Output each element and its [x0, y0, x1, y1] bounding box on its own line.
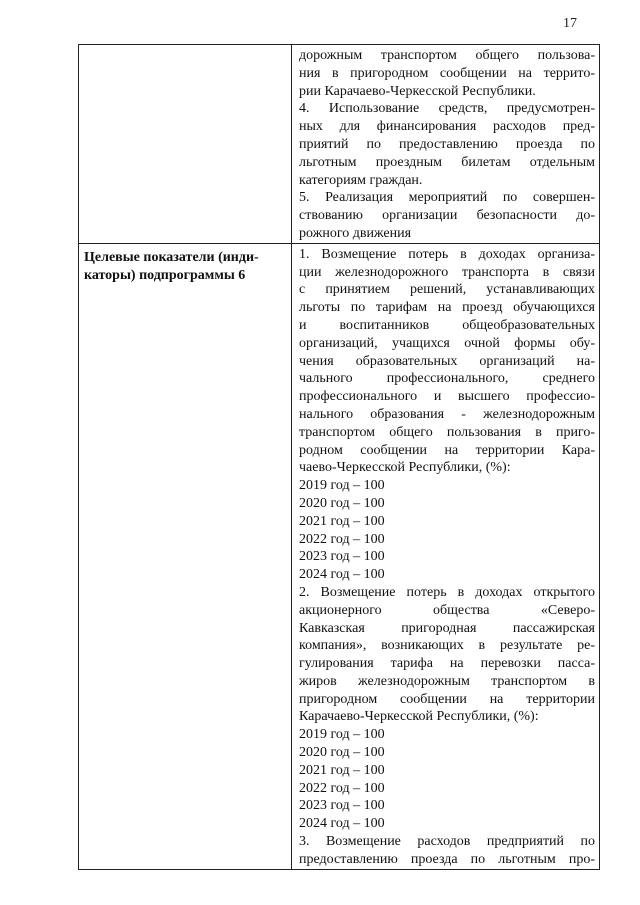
- text-line: жиров железнодорожным транспортом в: [299, 673, 595, 689]
- text-line: рии Карачаево-Черкесской Республики.: [299, 83, 536, 99]
- text-line: 5. Реализация мероприятий по совершен-: [299, 190, 595, 206]
- text-line: ствованию организации безопасности до-: [299, 208, 595, 224]
- text-line: 4. Использование средств, предусмотрен-: [299, 101, 595, 117]
- text-line: компания», возникающих в результате ре-: [299, 638, 595, 654]
- text-line: ции железнодорожного транспорта в связи: [299, 264, 595, 280]
- row-content-cell: [292, 45, 600, 244]
- row-content-text: [292, 244, 599, 869]
- table-row: [79, 45, 600, 244]
- table-row: [79, 243, 600, 869]
- row-label: [79, 244, 291, 285]
- text-line: льготы по тарифам на проезд обучающихся: [299, 300, 595, 316]
- row-content-cell: [292, 243, 600, 869]
- text-line: Карачаево-Черкесской Республики, (%):: [299, 709, 539, 725]
- text-line: нального образования - железнодорожным: [299, 406, 595, 422]
- text-line: 2021 год – 100: [299, 762, 385, 778]
- text-line: гулирования тарифа на перевозки пасса-: [299, 656, 595, 672]
- text-line: 2022 год – 100: [299, 531, 385, 547]
- text-line: профессионального и высшего профессио-: [299, 389, 595, 405]
- text-line: ных для финансирования расходов пред-: [299, 119, 595, 135]
- text-line: 2019 год – 100: [299, 727, 385, 743]
- subprogram-passport-table: [78, 44, 600, 870]
- text-line: чения образовательных организаций на-: [299, 353, 595, 369]
- text-line: организаций, учащихся очной формы обу-: [299, 335, 595, 351]
- row-label-cell: [79, 243, 292, 869]
- text-line: с принятием решений, устанавливающих: [299, 282, 595, 298]
- label-line: каторы) подпрограммы 6: [84, 267, 246, 283]
- text-line: 3. Возмещение расходов предприятий по: [299, 834, 595, 850]
- label-line: Целевые показатели (инди-: [84, 249, 259, 265]
- text-line: ния в пригородном сообщении на террито-: [299, 65, 595, 81]
- text-line: 2024 год – 100: [299, 567, 385, 583]
- text-line: пригородном сообщении на территории: [299, 691, 595, 707]
- text-line: 2022 год – 100: [299, 780, 385, 796]
- text-line: 2020 год – 100: [299, 745, 385, 761]
- text-line: предоставлению проезда по льготным про-: [299, 851, 595, 867]
- text-line: дорожным транспортом общего пользова-: [299, 48, 595, 63]
- text-line: 2021 год – 100: [299, 513, 385, 529]
- text-line: транспортом общего пользования в приго-: [299, 424, 595, 440]
- text-line: категориям граждан.: [299, 172, 423, 188]
- text-line: льготным проездным билетам отдельным: [299, 154, 595, 170]
- text-line: 2023 год – 100: [299, 549, 385, 565]
- text-line: 2024 год – 100: [299, 816, 385, 832]
- text-line: 2020 год – 100: [299, 495, 385, 511]
- text-line: чального профессионального, среднего: [299, 371, 595, 387]
- text-line: 2. Возмещение потерь в доходах открытого: [299, 584, 595, 600]
- text-line: акционерного общества «Северо-: [299, 602, 595, 618]
- text-line: Кавказская пригородная пассажирская: [299, 620, 595, 636]
- text-line: приятий по предоставлению проезда по: [299, 136, 595, 152]
- row-label-cell: [79, 45, 292, 244]
- text-line: чаево-Черкесской Республики, (%):: [299, 460, 511, 476]
- text-line: 1. Возмещение потерь в доходах организа-: [299, 246, 595, 262]
- page-number: 17: [563, 16, 577, 31]
- row-label: [79, 45, 291, 50]
- text-line: 2023 год – 100: [299, 798, 385, 814]
- row-content-text: [292, 45, 599, 243]
- text-line: родном сообщении на территории Кара-: [299, 442, 595, 458]
- text-line: 2019 год – 100: [299, 478, 385, 494]
- text-line: и воспитанников общеобразовательных: [299, 317, 595, 333]
- text-line: рожного движения: [299, 225, 412, 241]
